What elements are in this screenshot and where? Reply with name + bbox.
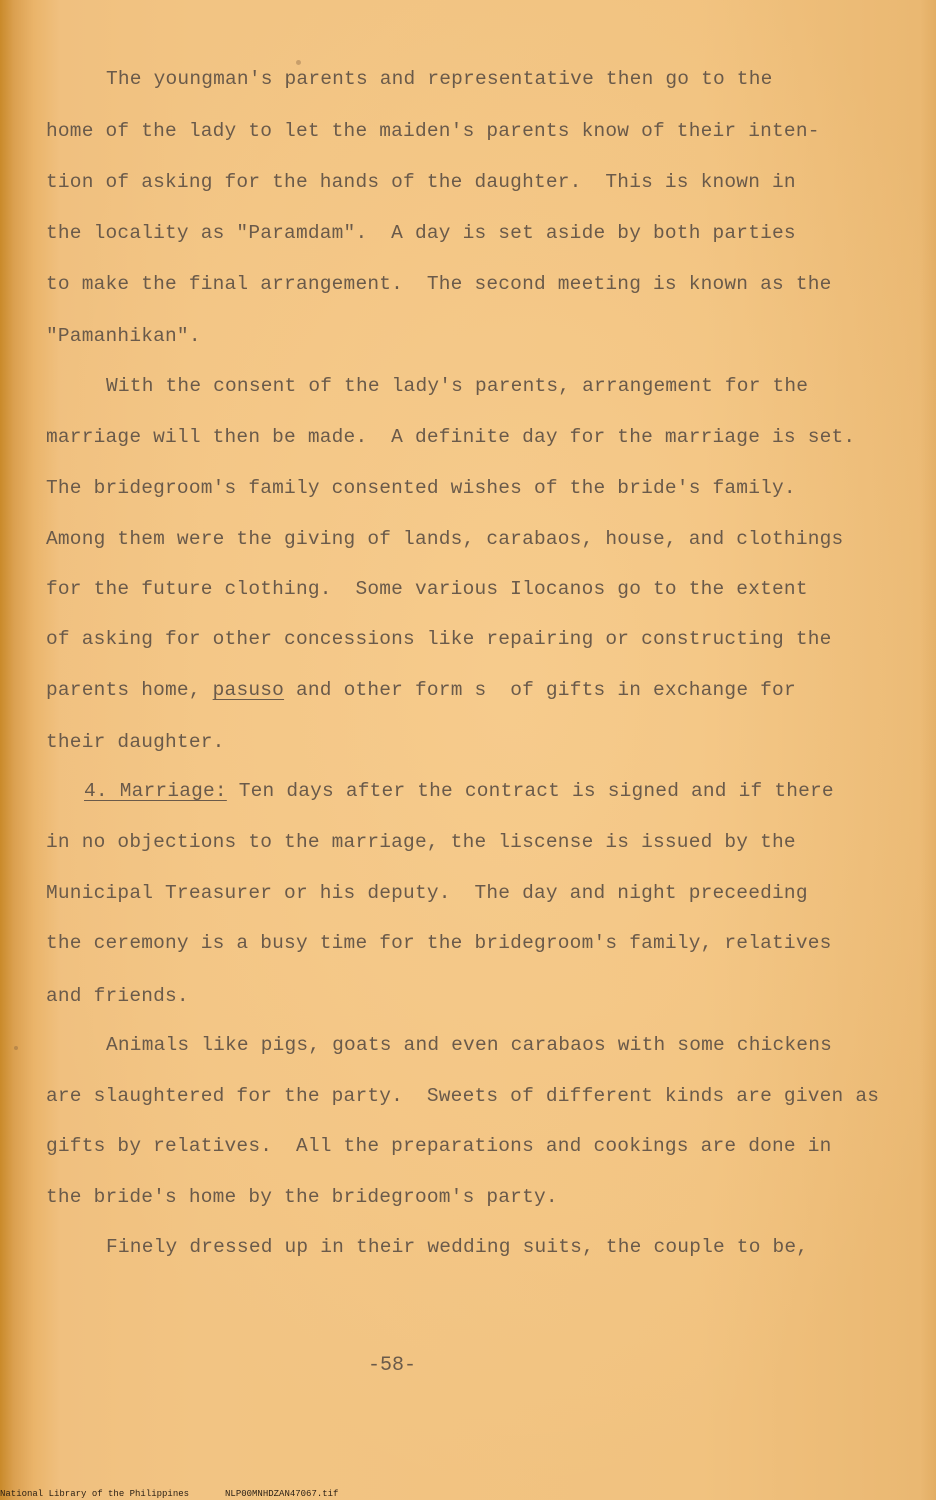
underlined-term: pasuso [212,679,285,701]
text-line: With the consent of the lady's parents, arrangement for the [106,375,809,397]
text-line: Finely dressed up in their wedding suits, the couple to be, [106,1236,809,1258]
text-line: home of the lady to let the maiden's parents know of their inten- [46,120,820,142]
text-line: gifts by relatives. All the preparations and cookings are done in [46,1135,832,1157]
text-line: The bridegroom's family consented wishes of the bride's family. [46,477,796,499]
text-line: to make the final arrangement. The second meeting is known as the [46,273,832,295]
ink-spot [14,1046,18,1050]
text-fragment: and other form s of gifts in exchange for [284,679,796,701]
text-line: in no objections to the marriage, the liscense is issued by the [46,831,796,853]
text-line: for the future clothing. Some various Ilocanos go to the extent [46,578,808,600]
text-line: Among them were the giving of lands, carabaos, house, and clothings [46,528,844,550]
text-line: tion of asking for the hands of the daughter. This is known in [46,171,796,193]
text-line: are slaughtered for the party. Sweets of different kinds are given as [46,1085,880,1107]
text-line: the bride's home by the bridegroom's party. [46,1186,558,1208]
text-fragment: parents home, [46,679,213,701]
text-line [84,776,834,806]
text-fragment: Ten days after the contract is signed and if there [226,780,834,802]
text-line: of asking for other concessions like repairing or constructing the [46,628,832,650]
text-line: the locality as "Paramdam". A day is set aside by both parties [46,222,796,244]
scan-footer [0,1488,338,1500]
text-line: The youngman's parents and representative then go to the [106,68,773,90]
text-line [46,675,796,705]
section-heading: 4. Marriage: [84,780,227,802]
text-line: the ceremony is a busy time for the bridegroom's family, relatives [46,932,832,954]
library-credit: National Library of the Philippines [0,1489,190,1499]
scan-filename: NLP00MNHDZAN47067.tif [225,1489,339,1499]
text-line: Animals like pigs, goats and even carabaos with some chickens [106,1034,833,1056]
text-line: marriage will then be made. A definite day for the marriage is set. [46,426,856,448]
page-number: -58- [368,1354,417,1377]
text-line: Municipal Treasurer or his deputy. The day and night preceeding [46,882,808,904]
text-line: "Pamanhikan". [46,325,201,347]
text-line: and friends. [46,985,189,1007]
text-line: their daughter. [46,731,225,753]
